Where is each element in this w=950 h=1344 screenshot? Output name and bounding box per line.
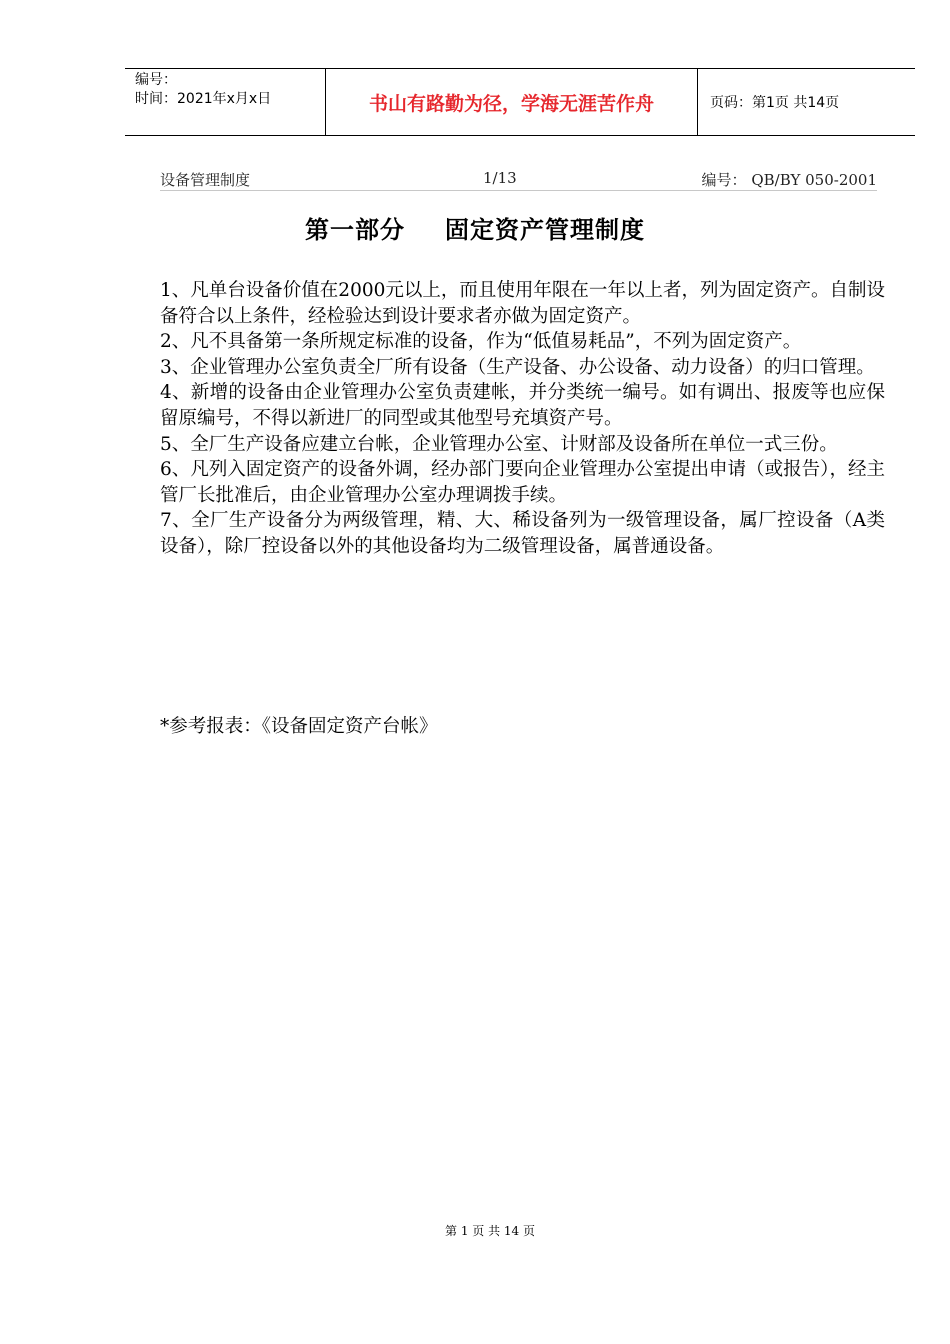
paragraph: 5、全厂生产设备应建立台帐，企业管理办公室、计财部及设备所在单位一式三份。 bbox=[160, 433, 838, 455]
number-label: 编号： bbox=[135, 72, 177, 88]
paragraph: 1、凡单台设备价值在2000元以上，而且使用年限在一年以上者，列为固定资产。自制设备符合以上条件，经检验达到设计要求者亦做为固定资产。 bbox=[160, 280, 885, 327]
document-body bbox=[160, 278, 885, 560]
header-info-cell bbox=[125, 69, 326, 135]
reference-note: *参考报表：《设备固定资产台帐》 bbox=[160, 716, 438, 737]
paragraph: 7、全厂生产设备分为两级管理，精、大、稀设备列为一级管理设备，属厂控设备（A类设备），除厂控设备以外的其他设备均为二级管理设备，属普通设备。 bbox=[160, 510, 885, 557]
doc-header-title: 设备管理制度 bbox=[160, 171, 251, 189]
paragraph: 2、凡不具备第一条所规定标准的设备，作为“低值易耗品”，不列为固定资产。 bbox=[160, 331, 802, 353]
title-name: 固定资产管理制度 bbox=[445, 215, 645, 244]
doc-header-number: 编号： QB/BY 050-2001 bbox=[701, 171, 877, 189]
page-info: 页码：第1页 共14页 bbox=[710, 95, 840, 111]
top-header-table bbox=[125, 68, 915, 136]
page-title bbox=[0, 210, 950, 245]
page-footer: 第 1 页 共 14 页 bbox=[445, 1224, 535, 1238]
title-part: 第一部分 bbox=[305, 215, 405, 244]
doc-header-page: 1/13 bbox=[483, 169, 517, 187]
paragraph: 3、企业管理办公室负责全厂所有设备（生产设备、办公设备、动力设备）的归口管理。 bbox=[160, 356, 875, 378]
paragraph: 6、凡列入固定资产的设备外调，经办部门要向企业管理办公室提出申请（或报告），经主管厂长批准后，由企业管理办公室办理调拨手续。 bbox=[160, 459, 885, 506]
document-running-header bbox=[160, 168, 877, 191]
time-label: 时间：2021年x月x日 bbox=[135, 91, 272, 107]
motto: 书山有路勤为径，学海无涯苦作舟 bbox=[326, 69, 698, 135]
paragraph: 4、新增的设备由企业管理办公室负责建帐，并分类统一编号。如有调出、报废等也应保留原编号，不得以新进厂的同型或其他型号充填资产号。 bbox=[160, 382, 885, 429]
